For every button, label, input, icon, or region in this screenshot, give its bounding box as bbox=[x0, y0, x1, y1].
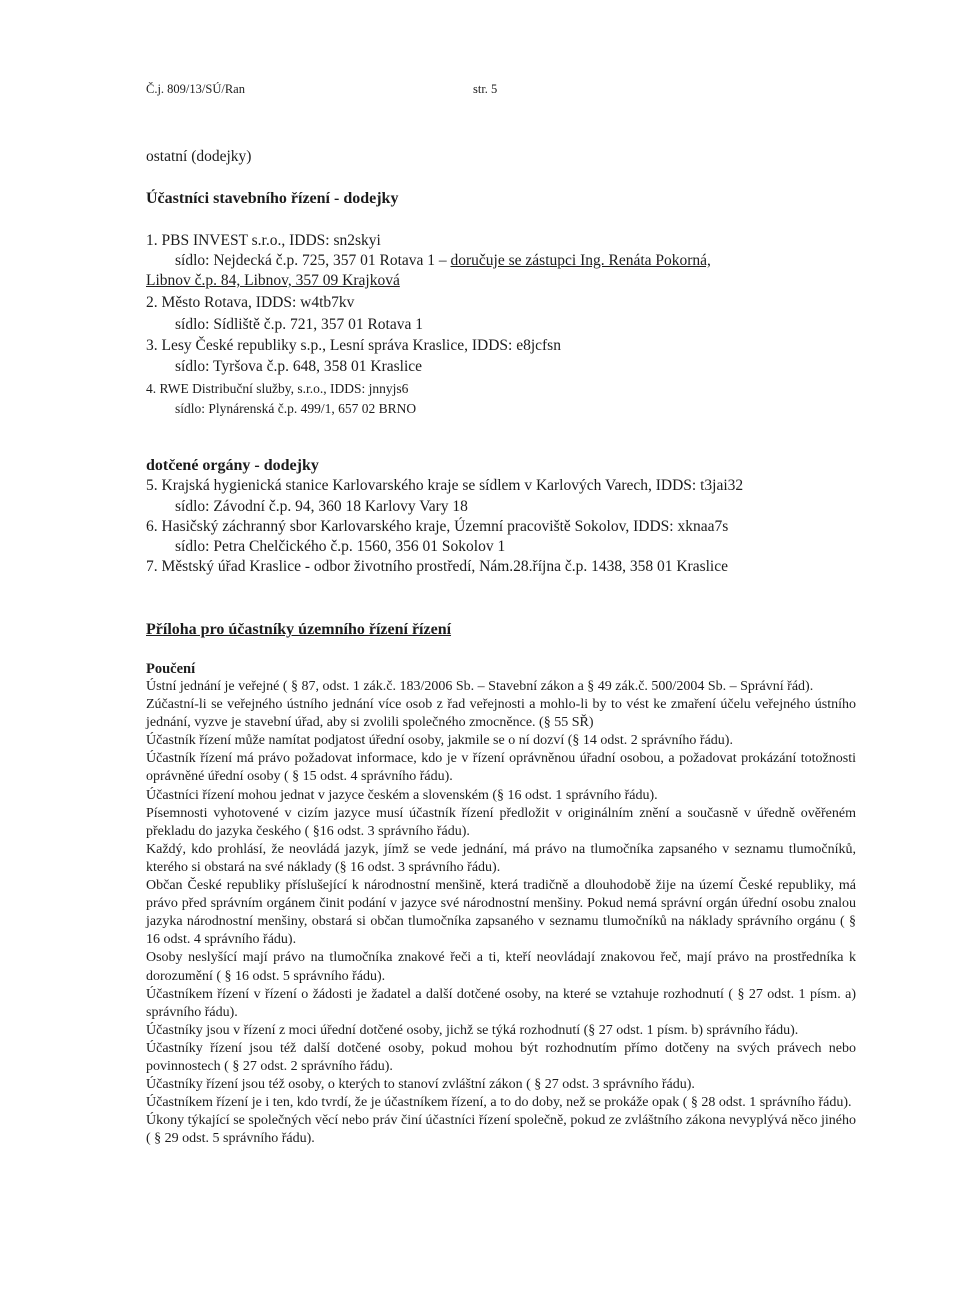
participant-2-address: sídlo: Sídliště č.p. 721, 357 01 Rotava 1 bbox=[175, 316, 423, 333]
participant-2-name: 2. Město Rotava, IDDS: w4tb7kv bbox=[146, 294, 355, 311]
paragraph: Občan České republiky příslušející k národnostní menšině, která tradičně a dlouhodobě žije na území České republiky, má právo před správním orgánem činit podání v jazyce své národnostní menšiny. Pokud nemá správní orgán úřední osobu znalou jazyka národnostní menšiny, obstará si občan tlumočníka zapsaného v seznamu tlumočníků na náklady správního orgánu ( § 16 odst. 4 správního řádu). bbox=[146, 878, 856, 948]
paragraph: Účastníky řízení jsou též další dotčené osoby, pokud mohou být rozhodnutím přímo dotčeny na svých právech nebo povinnostech ( § 27 odst. 2 správního řádu). bbox=[146, 1040, 856, 1074]
paragraph: Účastníkem řízení v řízení o žádosti je žadatel a další dotčené osoby, na které se vztahuje rozhodnutí ( § 27 odst. 1 písm. a) správního řádu). bbox=[146, 986, 856, 1020]
section-title-authorities: dotčené orgány - dodejky bbox=[146, 457, 319, 474]
participant-3-address: sídlo: Tyršova č.p. 648, 358 01 Kraslice bbox=[175, 358, 423, 375]
paragraph: Účastníky řízení jsou též osoby, o kterých to stanoví zvláštní zákon ( § 27 odst. 3 správního řádu). bbox=[146, 1077, 695, 1093]
authority-7-name: 7. Městský úřad Kraslice - odbor životního prostředí, Nám.28.října č.p. 1438, 358 01 Kraslice bbox=[146, 558, 728, 575]
paragraph: Každý, kdo prohlásí, že neovládá jazyk, jímž se vede jednání, má právo na tlumočníka zapsaného v seznamu tlumočníků, kterého si obstará na své náklady (§ 16 odst. 3 správního řádu). bbox=[146, 841, 856, 875]
participant-1-address: sídlo: Nejdecká č.p. 725, 357 01 Rotava 1 – doručuje se zástupci Ing. Renáta Pokorná, bbox=[175, 252, 711, 269]
instruction-paragraphs bbox=[146, 678, 856, 1148]
participant-3-name: 3. Lesy České republiky s.p., Lesní správa Kraslice, IDDS: e8jcfsn bbox=[146, 337, 561, 354]
participant-4-name: 4. RWE Distribuční služby, s.r.o., IDDS: jnnyjs6 bbox=[146, 381, 409, 396]
section-title-appendix: Příloha pro účastníky územního řízení řízení bbox=[146, 621, 452, 638]
intro-text: ostatní (dodejky) bbox=[146, 148, 252, 165]
page-header bbox=[146, 82, 498, 97]
page-number: str. 5 bbox=[473, 82, 498, 96]
paragraph: Účastníkem řízení je i ten, kdo tvrdí, že je účastníkem řízení, a to do doby, než se prokáže opak ( § 28 odst. 1 správního řádu). bbox=[146, 1095, 852, 1111]
participant-1-representative-address: Libnov č.p. 84, Libnov, 357 09 Krajková bbox=[146, 272, 400, 289]
paragraph: Účastník řízení může namítat podjatost úřední osoby, jakmile se o ní dozví (§ 14 odst. 2 správního řádu). bbox=[146, 733, 733, 749]
paragraph: Zúčastní-li se veřejného ústního jednání více osob z řad veřejnosti a mohlo-li by to vést ke zmaření účelu veřejného ústního jednání, vyzve je stavební úřad, aby si zvolili společného zmocněnce. (§ 55 SŘ) bbox=[146, 697, 856, 731]
section-title-participants: Účastníci stavebního řízení - dodejky bbox=[146, 190, 399, 207]
instruction-subtitle: Poučení bbox=[146, 661, 196, 677]
paragraph: Účastníci řízení mohou jednat v jazyce českém a slovenském (§ 16 odst. 1 správního řádu). bbox=[146, 787, 658, 803]
reference-number: Č.j. 809/13/SÚ/Ran bbox=[146, 82, 245, 96]
paragraph: Ústní jednání je veřejné ( § 87, odst. 1 zák.č. 183/2006 Sb. – Stavební zákon a § 49 zák.č. 500/2004 Sb. – Správní řád). bbox=[146, 679, 814, 694]
participant-1-representative: doručuje se zástupci Ing. Renáta Pokorná, bbox=[450, 252, 711, 269]
participant-1-name: 1. PBS INVEST s.r.o., IDDS: sn2skyi bbox=[146, 232, 381, 249]
paragraph: Písemnosti vyhotovené v cizím jazyce musí účastník řízení předložit v originálním znění a současně v úředně ověřeném překladu do jazyka českého ( §16 odst. 3 správního řádu). bbox=[146, 805, 856, 839]
authority-6-name: 6. Hasičský záchranný sbor Karlovarského kraje, Územní pracoviště Sokolov, IDDS: xknaa7s bbox=[146, 518, 729, 535]
paragraph: Účastníky jsou v řízení z moci úřední dotčené osoby, jichž se týká rozhodnutí (§ 27 odst. 1 písm. b) správního řádu). bbox=[146, 1022, 799, 1038]
authority-5-name: 5. Krajská hygienická stanice Karlovarského kraje se sídlem v Karlových Varech, IDDS: t3jai32 bbox=[146, 477, 744, 494]
authority-6-address: sídlo: Petra Chelčického č.p. 1560, 356 01 Sokolov 1 bbox=[175, 538, 506, 555]
authority-5-address: sídlo: Závodní č.p. 94, 360 18 Karlovy Vary 18 bbox=[175, 498, 468, 515]
paragraph: Osoby neslyšící mají právo na tlumočníka znakové řeči a ti, kteří neovládají znakovou řeč, mají právo na prostředníka k dorozumění ( § 16 odst. 5 správního řádu). bbox=[146, 950, 856, 984]
paragraph: Úkony týkající se společných věcí nebo práv činí účastníci řízení společně, pokud ze zvláštního zákona nevyplývá něco jiného ( § 29 odst. 5 správního řádu). bbox=[146, 1113, 856, 1147]
paragraph: Účastník řízení má právo požadovat informace, kdo je v řízení oprávněnou úřadní osobou, a požadovat prokázání totožnosti oprávněné úřední osoby ( § 15 odst. 4 správního řádu). bbox=[146, 751, 856, 785]
participant-4-address: sídlo: Plynárenská č.p. 499/1, 657 02 BRNO bbox=[175, 401, 417, 416]
